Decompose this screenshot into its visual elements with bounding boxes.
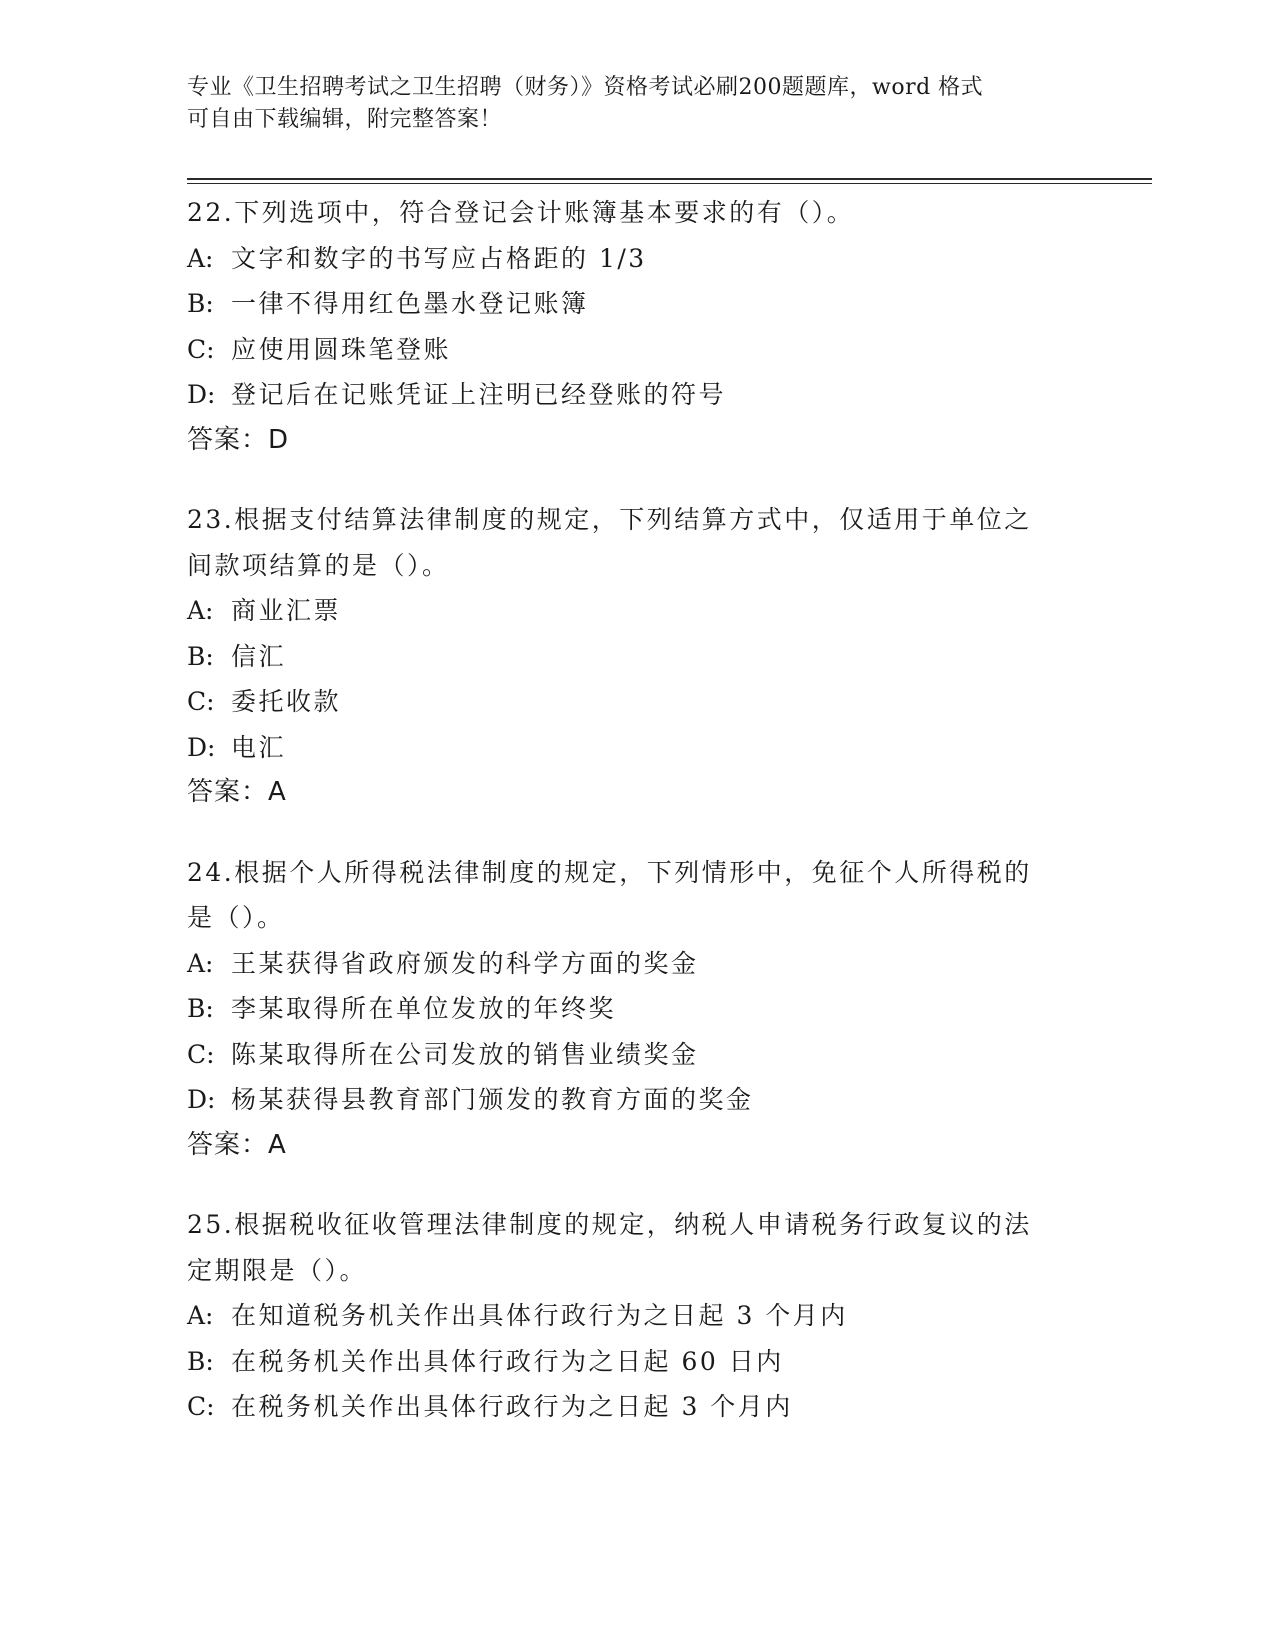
option-text: 电汇 (231, 732, 287, 762)
option-text: 一律不得用红色墨水登记账簿 (231, 289, 589, 318)
question-text-continued: 是（）。 (187, 903, 285, 932)
option-letter: B: (187, 994, 214, 1023)
option-text: 应使用圆珠笔登账 (231, 334, 452, 364)
option-letter: B: (187, 1346, 214, 1376)
option-b (187, 1339, 1087, 1385)
option-letter: A: (187, 596, 214, 625)
question-list (187, 190, 1087, 1464)
option-letter: C: (187, 1392, 215, 1421)
question-text-continued: 间款项结算的是（）。 (187, 550, 450, 580)
question-24 (187, 850, 1087, 1169)
answer-line: 答案：D (187, 424, 290, 455)
option-text: 在税务机关作出具体行政行为之日起 3 个月内 (231, 1392, 793, 1421)
option-letter: C: (187, 687, 215, 716)
header-divider-thick (187, 178, 1152, 180)
document-header (187, 72, 1087, 136)
option-letter: A: (187, 1301, 214, 1330)
option-text: 在税务机关作出具体行政行为之日起 60 日内 (231, 1346, 784, 1376)
option-d (187, 372, 1087, 418)
option-b (187, 281, 1087, 327)
option-b (187, 986, 1087, 1032)
answer-line: 答案：A (187, 1129, 287, 1160)
header-divider-thin (187, 183, 1152, 184)
option-letter: C: (187, 334, 215, 364)
option-a (187, 1293, 1087, 1339)
option-b (187, 634, 1087, 680)
question-text: 24.根据个人所得税法律制度的规定，下列情形中，免征个人所得税的 (187, 857, 1032, 887)
option-letter: D: (187, 732, 216, 762)
option-text: 委托收款 (231, 687, 342, 716)
option-d (187, 1077, 1087, 1123)
option-letter: A: (187, 243, 214, 273)
question-23 (187, 497, 1087, 816)
option-c (187, 327, 1087, 373)
option-text: 杨某获得县教育部门颁发的教育方面的奖金 (231, 1085, 754, 1114)
option-text: 登记后在记账凭证上注明已经登账的符号 (231, 380, 727, 409)
question-text-continued: 定期限是（）。 (187, 1255, 368, 1285)
option-letter: D: (187, 380, 216, 409)
option-text: 信汇 (231, 641, 287, 671)
question-text: 23.根据支付结算法律制度的规定，下列结算方式中，仅适用于单位之 (187, 505, 1032, 534)
option-letter: D: (187, 1085, 216, 1114)
option-d (187, 725, 1087, 771)
option-text: 在知道税务机关作出具体行政行为之日起 3 个月内 (231, 1301, 848, 1330)
question-22 (187, 190, 1087, 463)
option-letter: C: (187, 1039, 215, 1069)
option-text: 王某获得省政府颁发的科学方面的奖金 (231, 948, 699, 978)
option-letter: B: (187, 289, 214, 318)
option-a (187, 941, 1087, 987)
option-letter: A: (187, 948, 214, 978)
question-text: 22.下列选项中，符合登记会计账簿基本要求的有（）。 (187, 198, 855, 227)
option-a (187, 588, 1087, 634)
option-text: 文字和数字的书写应占格距的 1/3 (231, 243, 647, 273)
option-letter: B: (187, 641, 214, 671)
option-c (187, 1032, 1087, 1078)
header-line-2: 可自由下载编辑，附完整答案！ (187, 107, 503, 132)
option-c (187, 1384, 1087, 1430)
option-a (187, 236, 1087, 282)
answer-line: 答案：A (187, 777, 287, 807)
option-text: 陈某取得所在公司发放的销售业绩奖金 (231, 1039, 699, 1069)
option-text: 李某取得所在单位发放的年终奖 (231, 994, 617, 1023)
question-25 (187, 1202, 1087, 1430)
option-c (187, 679, 1087, 725)
question-text: 25.根据税收征收管理法律制度的规定，纳税人申请税务行政复议的法 (187, 1210, 1032, 1239)
option-text: 商业汇票 (231, 596, 342, 625)
header-line-1: 专业《卫生招聘考试之卫生招聘（财务）》资格考试必刷200题题库，word 格式 (187, 75, 984, 100)
